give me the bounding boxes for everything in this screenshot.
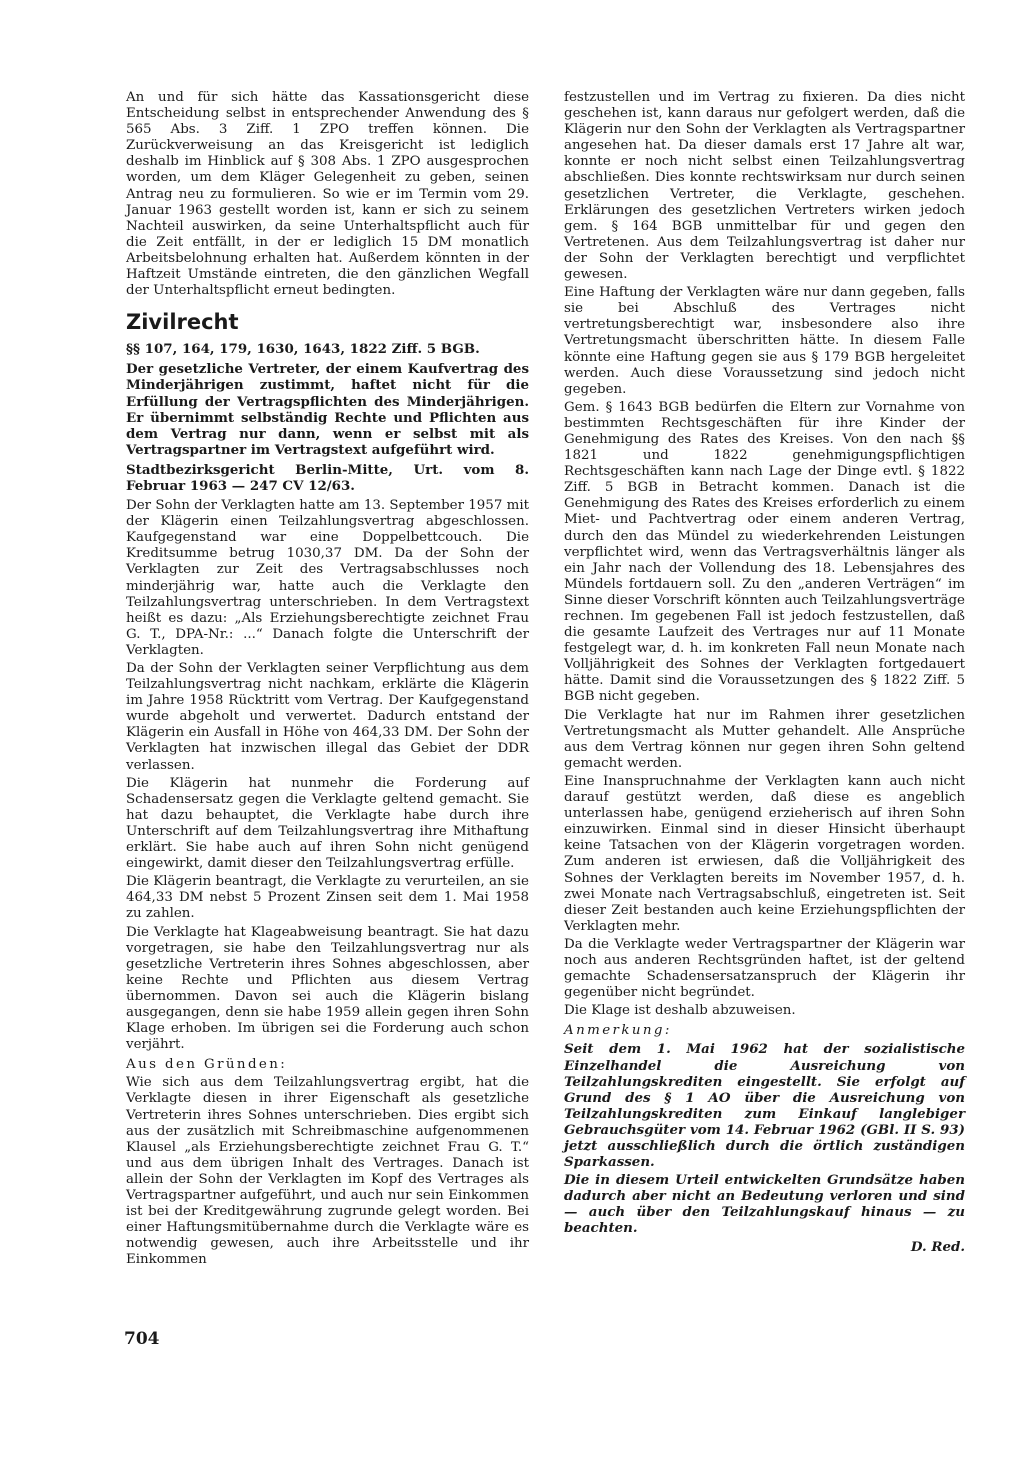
reasons-heading: Aus den Gründen: (126, 1057, 288, 1073)
reasons-paragraph-1: Wie sich aus dem Teilzahlungsvertrag ergibt, hat die Verklagte diesen in ihrer Eigenschaft als gesetzliche Vertreterin ihres Sohnes unterschrieben. Dies ergibt sich aus der zusätzlich mit Schreibmaschine aufgenommenen Klausel „als Erziehungsberechtigte zeichnet Frau G. T.“ und aus dem übrigen Inhalt des Vertrages. Danach ist allein der Sohn der Verklagten im Kopf des Vertrages als Vertragspartner aufgeführt, und auch nur sein Einkommen ist bei der Kreditgewährung zugrunde gelegt worden. Bei einer Haftungsmitübernahme durch die Verklagte wäre es notwendig gewesen, auch ihre Arbeitsstelle und ihr Einkommen (126, 1075, 529, 1268)
right-paragraph-3: Gem. § 1643 BGB bedürfen die Eltern zur Vornahme von bestimmten Rechtsgeschäften für ihre Kinder der Genehmigung des Rates des Kreises. Von den nach §§ 1821 und 1822 genehmigungspflichtigen Rechtsgeschäften kann nach Lage der Dinge evtl. § 1822 Ziff. 5 BGB in Betracht kommen. Danach ist die Genehmigung des Rates des Kreises erforderlich zu einem Miet- und Pachtvertrag oder einem anderen Vertrag, durch den das Mündel zu wiederkehrenden Leistungen verpflichtet wird, wenn das Vertragsverhältnis länger als ein Jahr nach der Vollendung des 18. Lebensjahres des Mündels fortdauern soll. Zu den „anderen Verträgen“ im Sinne dieser Vorschrift könnten auch Teilzahlungsverträge rechnen. Im gegebenen Fall ist jedoch festzustellen, daß die gesamte Laufzeit des Vertrages nur auf 11 Monate festgelegt war, d. h. im konkreten Fall neun Monate nach Volljährigkeit des Sohnes der Verklagten fortgedauert hätte. Damit sind die Voraussetzungen des § 1822 Ziff. 5 BGB nicht gegeben. (564, 399, 965, 705)
note-paragraph-2: Die in diesem Urteil entwickelten Grundsätze haben dadurch aber nicht an Bedeutung verloren und sind — auch über den Teilzahlungskauf hinaus — zu beachten. (564, 1172, 965, 1237)
headnote: Der gesetzliche Vertreter, der einem Kaufvertrag des Minderjährigen zustimmt, haftet nicht für die Erfüllung der Vertragspflichten des Minderjährigen. Er übernimmt selbständig Rechte und Pflichten aus dem Vertrag nur dann, wenn er selbst mit als Vertragspartner im Vertragstext aufgeführt wird. (126, 361, 529, 458)
right-paragraph-1: festzustellen und im Vertrag zu fixieren. Da dies nicht geschehen ist, kann daraus nur gefolgert werden, daß die Klägerin nur den Sohn der Verklagten als Vertragspartner angesehen hat. Da dieser damals erst 17 Jahre alt war, konnte er noch nicht selbst einen Teilzahlungsvertrag abschließen. Dies konnte rechtswirksam nur durch seinen gesetzlichen Vertreter, die Verklagte, geschehen. Erklärungen des gesetzlichen Vertreters wirken jedoch gem. § 164 BGB unmittelbar für und gegen den Vertretenen. Aus dem Teilzahlungsvertrag ist daher nur der Sohn der Verklagten berechtigt und verpflichtet gewesen. (564, 90, 965, 283)
facts-paragraph-4: Die Klägerin beantragt, die Verklagte zu verurteilen, an sie 464,33 DM nebst 5 Prozent Zinsen seit dem 1. Mai 1958 zu zahlen. (126, 874, 529, 922)
right-paragraph-7: Die Klage ist deshalb abzuweisen. (564, 1003, 796, 1019)
court-citation: Stadtbezirksgericht Berlin-Mitte, Urt. vom 8. Februar 1963 — 247 CV 12/63. (126, 461, 529, 494)
facts-paragraph-3: Die Klägerin hat nunmehr die Forderung auf Schadensersatz gegen die Verklagte geltend gemacht. Sie hat dazu behauptet, die Verklagte habe durch ihre Unterschrift auf dem Teilzahlungsvertrag ihre Mithaftung erklärt. Sie habe auch auf ihren Sohn nicht genügend eingewirkt, damit dieser den Teilzahlungsvertrag erfülle. (126, 775, 529, 872)
section-heading: Zivilrecht (126, 310, 239, 335)
left-column (126, 90, 529, 1270)
law-references: §§ 107, 164, 179, 1630, 1643, 1822 Ziff. 5 BGB. (126, 341, 480, 358)
right-column (564, 90, 965, 1255)
page-number: 704 (124, 1329, 160, 1349)
facts-paragraph-2: Da der Sohn der Verklagten seiner Verpflichtung aus dem Teilzahlungsvertrag nicht nachkam, erklärte die Klägerin im Jahre 1958 Rücktritt vom Vertrag. Der Kaufgegenstand wurde abgeholt und verwertet. Dadurch entstand der Klägerin ein Ausfall in Höhe von 464,33 DM. Der Sohn der Verklagten hat inzwischen illegal das Gebiet der DDR verlassen. (126, 661, 529, 773)
facts-paragraph-1: Der Sohn der Verklagten hatte am 13. September 1957 mit der Klägerin einen Teilzahlungsvertrag abgeschlossen. Kaufgegenstand war eine Doppelbettcouch. Die Kreditsumme betrug 1030,37 DM. Da der Sohn der Verklagten zur Zeit des Vertragsabschlusses noch minderjährig war, hatte auch die Verklagte den Teilzahlungsvertrag unterschrieben. In dem Vertragstext heißt es dazu: „Als Erziehungsberechtigte zeichnet Frau G. T., DPA-Nr.: ...“ Danach folgte die Unterschrift der Verklagten. (126, 498, 529, 658)
right-paragraph-6: Da die Verklagte weder Vertragspartner der Klägerin war noch aus anderen Rechtsgründen haftet, ist der geltend gemachte Schadensersatzanspruch der Klägerin ihr gegenüber nicht begründet. (564, 936, 965, 1001)
facts-paragraph-5: Die Verklagte hat Klageabweisung beantragt. Sie hat dazu vorgetragen, sie habe den Teilzahlungsvertrag nur als gesetzliche Vertreterin ihres Sohnes abgeschlossen, aber keine Rechte und Pflichten aus diesem Vertrag übernommen. Davon sei auch die Klägerin bislang ausgegangen, denn sie habe 1959 allein gegen ihren Sohn Klage erhoben. Im übrigen sei die Forderung auch schon verjährt. (126, 924, 529, 1053)
note-heading: Anmerkung: (564, 1023, 672, 1039)
note-paragraph-1: Seit dem 1. Mai 1962 hat der sozialistische Einzelhandel die Ausreichung von Teilzahlungskrediten eingestellt. Sie erfolgt auf Grund des § 1 AO über die Ausreichung von Teilzahlungskrediten zum Einkauf langlebiger Gebrauchsgüter vom 14. Februar 1962 (GBl. II S. 93) jetzt ausschließlich durch die örtlich zuständigen Sparkassen. (564, 1041, 965, 1171)
right-paragraph-5: Eine Inanspruchnahme der Verklagten kann auch nicht darauf gestützt werden, daß diese es angeblich unterlassen habe, genügend erzieherisch auf ihren Sohn einzuwirken. Einmal sind in dieser Hinsicht überhaupt keine Tatsachen von der Klägerin vorgetragen worden. Zum anderen ist erwiesen, daß die Volljährigkeit des Sohnes der Verklagten bereits im November 1957, d. h. zwei Monate nach Vertragsabschluß, eingetreten ist. Seit dieser Zeit bestanden auch keine Erziehungspflichten der Verklagten mehr. (564, 773, 965, 934)
right-paragraph-4: Die Verklagte hat nur im Rahmen ihrer gesetzlichen Vertretungsmacht als Mutter gehandelt. Alle Ansprüche aus dem Vertrag können nur gegen ihren Sohn geltend gemacht werden. (564, 707, 965, 771)
right-paragraph-2: Eine Haftung der Verklagten wäre nur dann gegeben, falls sie bei Abschluß des Vertrages nicht vertretungsberechtigt war, insbesondere also ihre Vertretungsmacht überschritten hätte. In diesem Falle könnte eine Haftung gegen sie aus § 179 BGB hergeleitet werden. Auch diese Voraussetzung sind jedoch nicht gegeben. (564, 285, 965, 397)
intro-paragraph: An und für sich hätte das Kassationsgericht diese Entscheidung selbst in entsprechender Anwendung des § 565 Abs. 3 Ziff. 1 ZPO treffen können. Die Zurückverweisung an das Kreisgericht ist lediglich deshalb im Hinblick auf § 308 Abs. 1 ZPO ausgesprochen worden, um dem Kläger Gelegenheit zu geben, seinen Antrag neu zu formulieren. So wie er im Termin vom 29. Januar 1963 gestellt worden ist, kann er sich zu seinem Nachteil auswirken, da seine Unterhaltspflicht auch für die Zeit entfällt, in der er lediglich 15 DM monatlich Arbeitsbelohnung erhalten hat. Außerdem könnten in der Haftzeit Umstände eintreten, die den gänzlichen Wegfall der Unterhaltspflicht erneut bedingten. (126, 90, 529, 299)
editor-signature: D. Red. (910, 1238, 965, 1255)
